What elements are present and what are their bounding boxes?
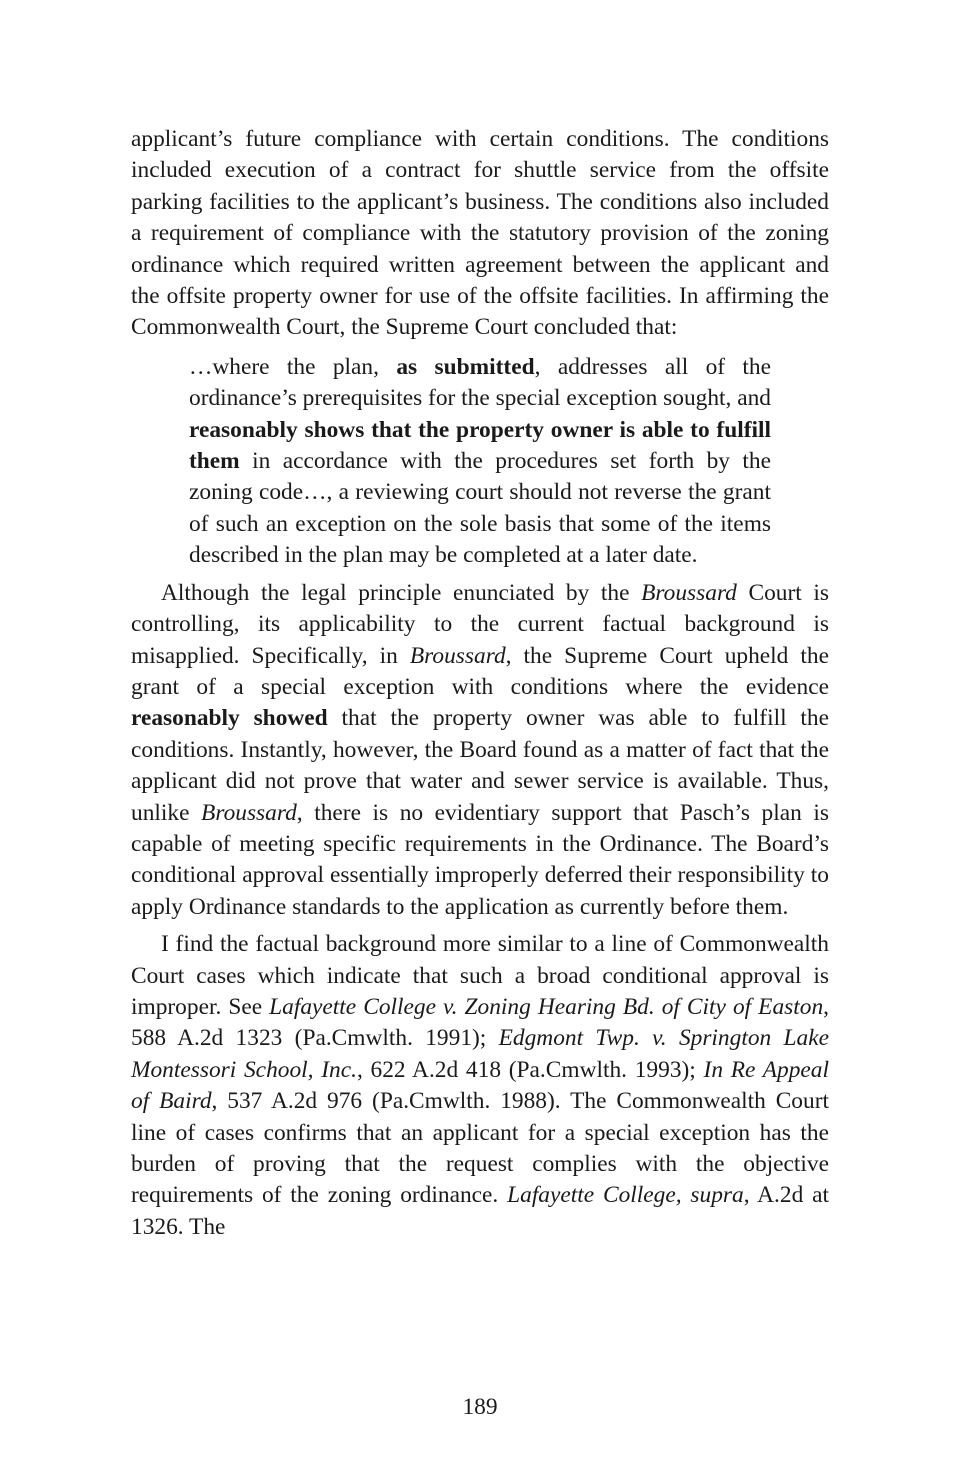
paragraph-text: , 622 A.2d 418 (Pa.Cmwlth. 1993); xyxy=(356,1056,704,1083)
paragraph-analysis xyxy=(131,578,829,923)
paragraph-text: that the property owner was able to fulfill the conditions. Instantly, however, the Board found as a matter of fact that the applicant did not prove that water and sewer service is available. Thus, unlike xyxy=(131,705,829,826)
case-name: Broussard xyxy=(201,799,297,826)
quote-text: , addresses all of the ordinance’s prerequisites for the special exception sought, and xyxy=(189,353,771,412)
quote-emphasis: as submitted xyxy=(396,353,535,380)
quote-text: in accordance with the procedures set forth by the zoning code…, a reviewing court should not reverse the grant of such an exception on the sole basis that some of the items described in the plan may be completed at a later date. xyxy=(189,448,771,569)
case-name: In Re Appeal of Baird xyxy=(131,1056,829,1115)
paragraph-text: , A.2d at 1326. The xyxy=(131,1182,829,1240)
case-name: Broussard xyxy=(409,642,506,669)
paragraph-text: , 588 A.2d 1323 (Pa.Cmwlth. 1991); xyxy=(131,993,830,1052)
paragraph-citations xyxy=(131,929,829,1243)
paragraph-text: Although the legal principle enunciated by the xyxy=(161,579,642,606)
emphasis-text: reasonably showed xyxy=(131,705,328,732)
page-number: 189 xyxy=(462,1394,498,1420)
case-name: Lafayette College v. Zoning Hearing Bd. of City of Easton xyxy=(269,993,824,1020)
case-name: Lafayette College, supra xyxy=(507,1182,744,1209)
block-quote xyxy=(189,352,771,572)
page-body xyxy=(131,124,829,1243)
case-name: Edgmont Twp. v. Springton Lake Montessori School, Inc. xyxy=(131,1025,829,1083)
paragraph-text: I find the factual background more similar to a line of Commonwealth Court cases which indicate that such a broad conditional approval is improper. See xyxy=(131,931,829,1020)
paragraph-text: , there is no evidentiary support that Pasch’s plan is capable of meeting specific requirements in the Ordinance. The Board’s conditional approval essentially improperly deferred their responsibility to apply Ordinance standards to the application as currently before them. xyxy=(131,799,829,920)
paragraph-text: , 537 A.2d 976 (Pa.Cmwlth. 1988). The Commonwealth Court line of cases confirms that an applicant for a special exception has the burden of proving that the request complies with the objective requirements of the zoning ordinance. xyxy=(131,1088,829,1209)
paragraph-continuation xyxy=(131,124,829,344)
paragraph-text: applicant’s future compliance with certain conditions. The conditions included execution of a contract for shuttle service from the offsite parking facilities to the applicant’s business. The conditions also included a requirement of compliance with the statutory provision of the zoning ordinance which required written agreement between the applicant and the offsite property owner for use of the offsite facilities. In affirming the Commonwealth Court, the Supreme Court concluded that: xyxy=(131,126,829,341)
case-name: Broussard xyxy=(641,579,737,606)
paragraph-text: , the Supreme Court upheld the grant of a special exception with conditions where the evidence xyxy=(131,642,829,700)
paragraph-text: Court is controlling, its applicability to the current factual background is misapplied. Specifically, in xyxy=(131,579,829,669)
quote-emphasis: reasonably shows that the property owner is able to fulfill them xyxy=(189,416,771,475)
quote-text: …where the plan, xyxy=(189,353,397,380)
